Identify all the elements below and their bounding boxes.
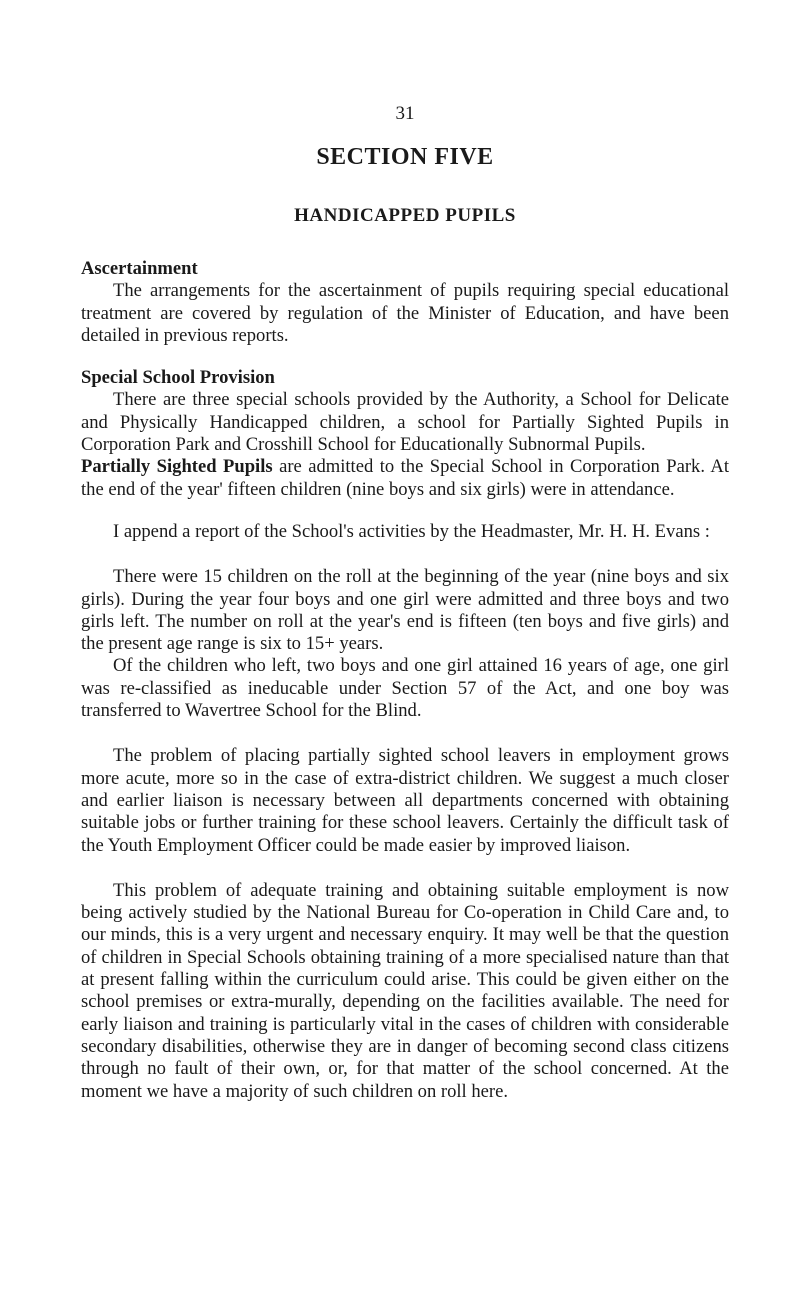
special-school-provision-heading: Special School Provision [81,367,275,389]
ascertainment-paragraph: The arrangements for the ascertainment of pupils requiring special educational treatment are covered by regulation of the Minister of Education, and have been detailed in previous reports. [81,280,729,346]
partially-sighted-paragraph [81,456,729,501]
partially-sighted-text: are admitted to the Special School in Corporation Park. At the end of the year' fifteen children (nine boys and six girls) were in attendance. [81,456,729,500]
page-number: 31 [395,103,415,124]
report-paragraph-1: There were 15 children on the roll at the beginning of the year (nine boys and six girls). During the year four boys and one girl were admitted and three boys and two girls left. The number on roll at the year's end is fifteen (ten boys and five girls) and the present age range is six to 15+ years. [81,566,729,655]
report-paragraph-4: This problem of adequate training and obtaining suitable employment is now being actively studied by the National Bureau for Co-operation in Child Care and, to our minds, this is a very urgent and necessary enquiry. It may well be that the question of children in Special Schools obtaining training of a more specialised nature than that at present falling within the curriculum could arise. This could be given either on the school premises or extra-murally, depending on the facilities available. The need for early liaison and training is particularly vital in the cases of children with considerable secondary disabilities, otherwise they are in danger of becoming second class citizens through no fault of their own, or, for that matter of the school concerned. At the moment we have a majority of such children on roll here. [81,879,729,1102]
report-paragraph-2: Of the children who left, two boys and one girl attained 16 years of age, one girl was re-classified as ineducable under Section 57 of the Act, and one boy was transferred to Wavertree School for the Blind. [81,655,729,722]
body-text [81,258,729,1103]
subsection-title: HANDICAPPED PUPILS [294,205,516,226]
partially-sighted-lead: Partially Sighted Pupils [81,456,273,478]
report-intro-paragraph: I append a report of the School's activities by the Headmaster, Mr. H. H. Evans : [113,520,710,542]
report-paragraph-3: The problem of placing partially sighted school leavers in employment grows more acute, more so in the case of extra-district children. We suggest a much closer and earlier liaison is necessary between all departments concerned with obtaining suitable jobs or further training for these school leavers. Certainly the difficult task of the Youth Employment Officer could be made easier by improved liaison. [81,745,729,856]
ascertainment-heading: Ascertainment [81,258,198,279]
section-title: SECTION FIVE [316,144,494,170]
special-school-provision-paragraph: There are three special schools provided by the Authority, a School for Delicate and Physically Handicapped children, a school for Partially Sighted Pupils in Corporation Park and Crosshill School for Educationally Subnormal Pupils. [81,389,729,456]
